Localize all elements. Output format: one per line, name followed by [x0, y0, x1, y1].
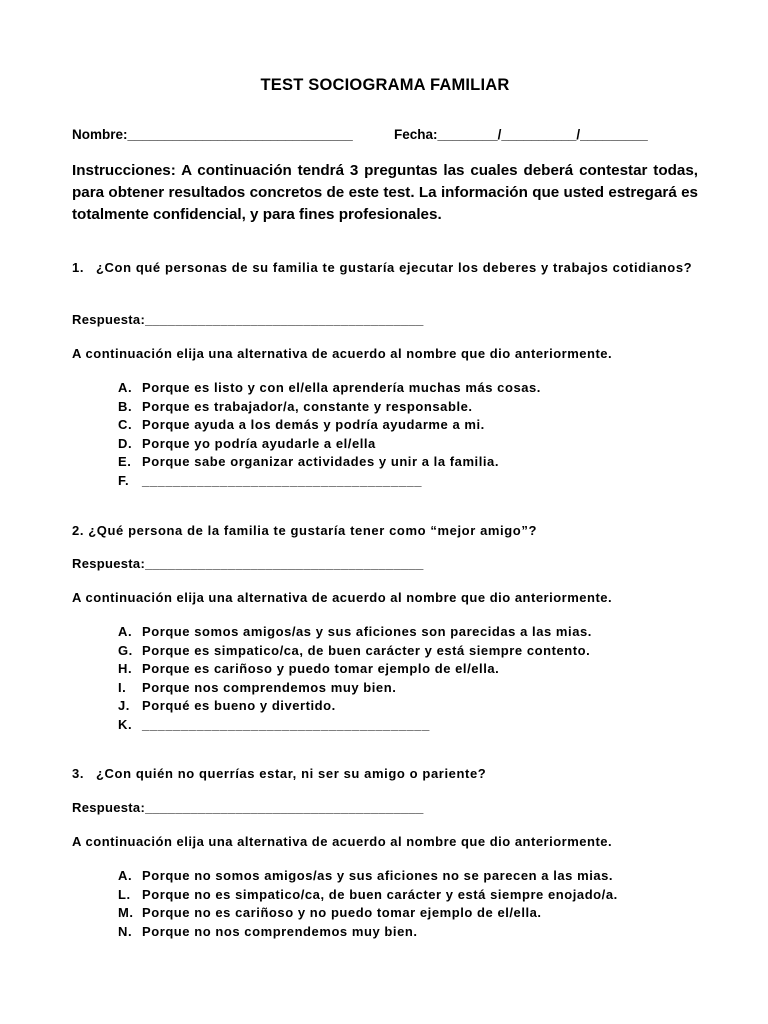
list-item: [118, 923, 618, 942]
option-letter: J.: [118, 698, 130, 713]
option-letter: H.: [118, 661, 133, 676]
option-text: Porque es cariñoso y puedo tomar ejemplo de el/ella.: [142, 661, 500, 676]
option-letter: D.: [118, 435, 133, 451]
option-letter: K.: [118, 716, 133, 732]
option-letter: N.: [118, 923, 133, 939]
option-text: Porque no es simpatico/ca, de buen carácter y está siempre enojado/a.: [142, 886, 618, 902]
question-number: 1.: [72, 260, 85, 275]
option-letter: E.: [118, 454, 132, 469]
question-3: [72, 765, 698, 784]
list-item: [118, 679, 592, 698]
question-text: ¿Con quién no querrías estar, ni ser su amigo o pariente?: [96, 766, 487, 781]
choose-instruction-3: A continuación elija una alternativa de acuerdo al nombre que dio anteriormente.: [72, 834, 613, 849]
header-fields: [72, 127, 698, 142]
question-number: 3.: [72, 766, 85, 781]
list-item: [118, 660, 592, 679]
list-item: [118, 904, 618, 923]
choose-instruction-2: A continuación elija una alternativa de acuerdo al nombre que dio anteriormente.: [72, 590, 613, 605]
response-line-2: Respuesta:_____________________________________: [72, 556, 424, 571]
list-item: [118, 416, 541, 435]
options-list-1: [118, 379, 541, 490]
response-line-1: Respuesta:_____________________________________: [72, 312, 424, 327]
list-item: [118, 379, 541, 398]
response-line-3: Respuesta:_____________________________________: [72, 800, 424, 815]
option-text: Porque es listo y con el/ella aprendería muchas más cosas.: [142, 380, 541, 395]
option-text: Porque yo podría ayudarle a el/ella: [142, 435, 376, 451]
document-title: TEST SOCIOGRAMA FAMILIAR: [260, 76, 510, 94]
option-letter: I.: [118, 679, 127, 695]
choose-instruction-1: A continuación elija una alternativa de acuerdo al nombre que dio anteriormente.: [72, 346, 613, 361]
list-item: [118, 867, 618, 886]
option-text: Porque no nos comprendemos muy bien.: [142, 923, 418, 939]
option-letter: B.: [118, 398, 133, 414]
list-item: [118, 398, 541, 417]
option-text: Porque no es cariñoso y no puedo tomar ejemplo de el/ella.: [142, 905, 542, 920]
instructions-paragraph: Instrucciones: A continuación tendrá 3 preguntas las cuales deberá contestar todas, para obtener resultados concretos de este test. La información que usted estregará es totalmente confidencial, y para fines profesionales.: [72, 162, 698, 223]
option-text: Porque somos amigos/as y sus aficiones son parecidas a las mias.: [142, 624, 592, 639]
option-letter: L.: [118, 886, 131, 902]
question-1: [72, 259, 698, 278]
option-text: Porqué es bueno y divertido.: [142, 698, 336, 713]
options-list-3: [118, 867, 618, 941]
option-letter: F.: [118, 472, 130, 488]
option-letter: C.: [118, 417, 133, 432]
option-letter: A.: [118, 624, 133, 639]
option-letter: G.: [118, 642, 133, 658]
list-item: [118, 716, 592, 735]
question-text: ¿Con qué personas de su familia te gustaría ejecutar los deberes y trabajos cotidianos?: [96, 260, 693, 275]
list-item: [118, 435, 541, 454]
option-text: Porque es simpatico/ca, de buen carácter y está siempre contento.: [142, 642, 591, 658]
option-letter: A.: [118, 380, 133, 395]
question-number: 2.: [72, 523, 85, 538]
list-item: [118, 697, 592, 716]
nombre-field: Nombre:______________________________: [72, 127, 353, 142]
option-text: Porque no somos amigos/as y sus aficiones no se parecen a las mias.: [142, 868, 614, 883]
list-item: [118, 642, 592, 661]
option-text: Porque es trabajador/a, constante y responsable.: [142, 398, 473, 414]
list-item: [118, 623, 592, 642]
option-text: Porque sabe organizar actividades y unir a la familia.: [142, 454, 499, 469]
list-item: [118, 453, 541, 472]
list-item: [118, 472, 541, 491]
options-list-2: [118, 623, 592, 734]
option-text: _____________________________________: [142, 716, 430, 732]
question-2: [72, 522, 698, 541]
list-item: [118, 886, 618, 905]
option-text: Porque ayuda a los demás y podría ayudarme a mi.: [142, 417, 485, 432]
option-letter: M.: [118, 905, 134, 920]
question-text: [72, 522, 698, 541]
option-text: ____________________________________: [142, 472, 423, 488]
question-body: ¿Qué persona de la familia te gustaría tener como “mejor amigo”?: [88, 523, 537, 538]
fecha-field: Fecha:________/__________/_________: [394, 127, 648, 142]
option-letter: A.: [118, 868, 133, 883]
option-text: Porque nos comprendemos muy bien.: [142, 679, 397, 695]
